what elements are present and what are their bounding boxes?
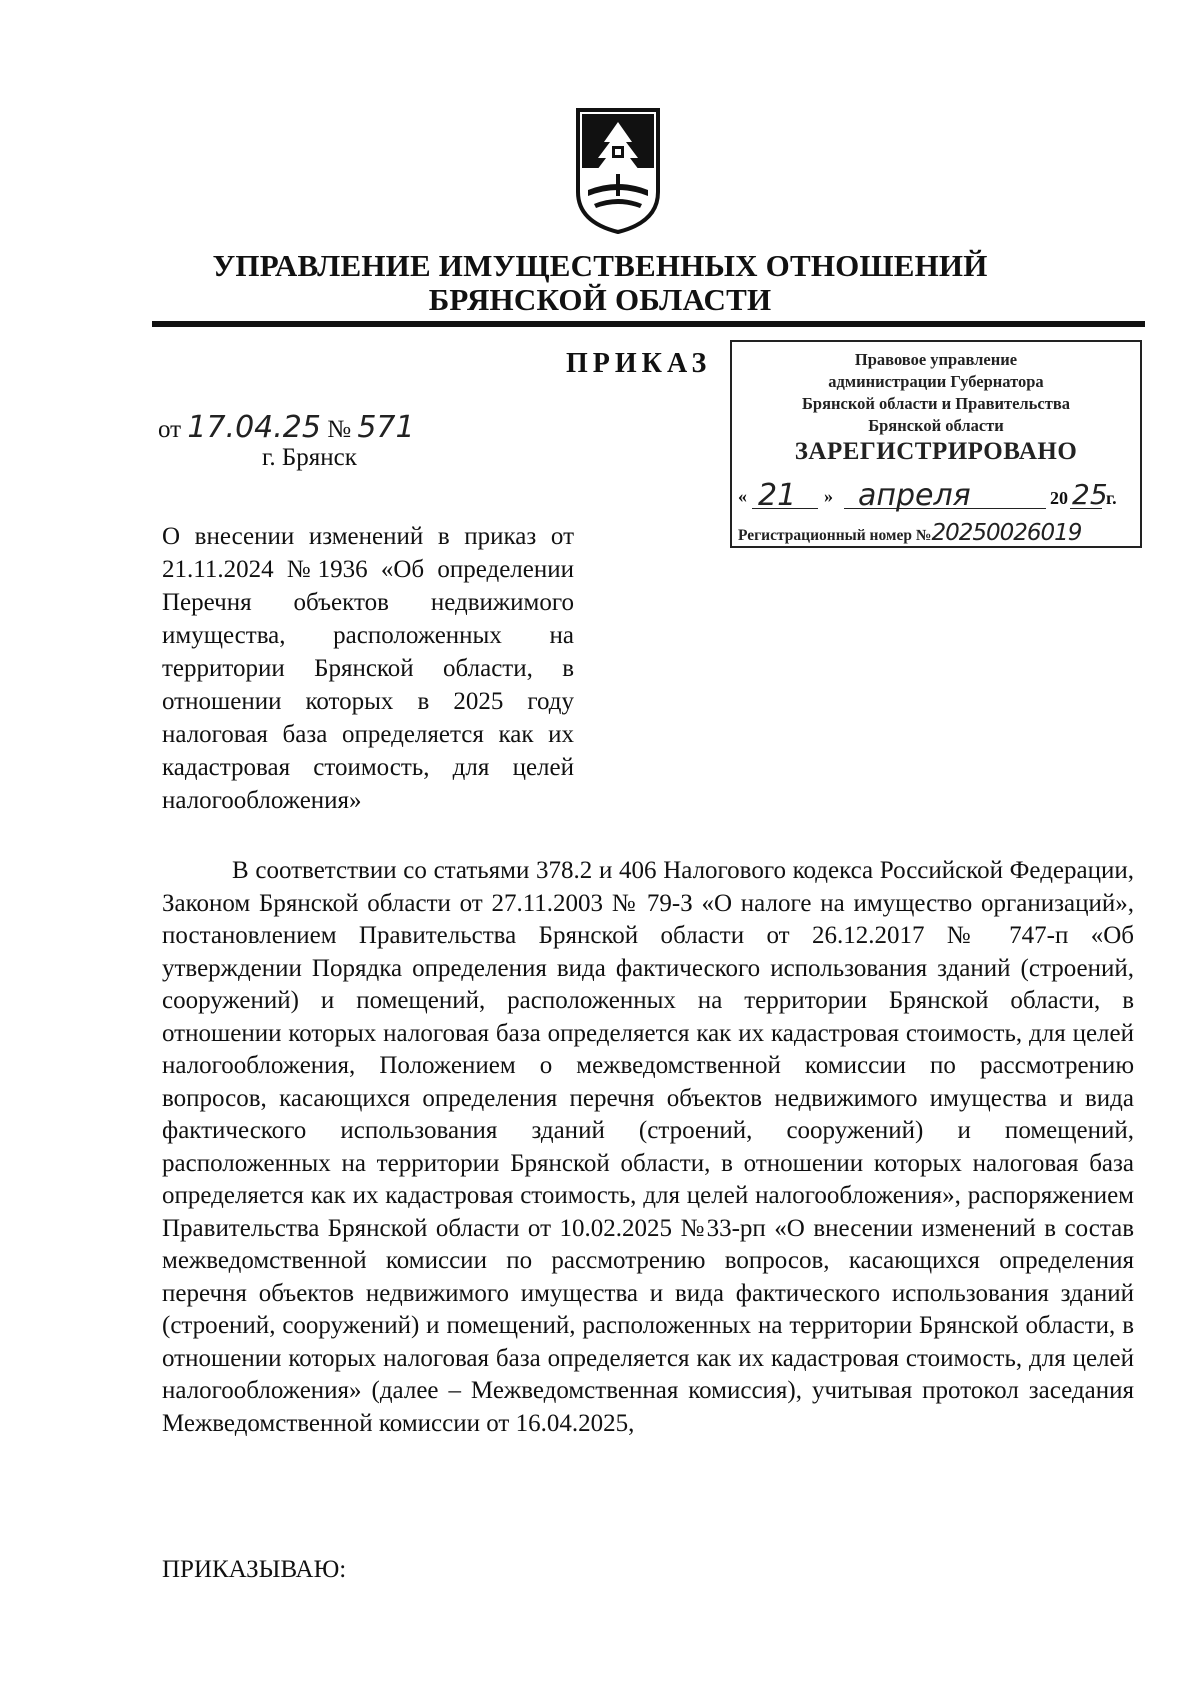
number-label: № bbox=[327, 416, 352, 443]
date-prefix: от bbox=[158, 416, 182, 443]
order-date: 17.04.25 bbox=[187, 410, 321, 445]
stamp-line-3: Брянской области и Правительства bbox=[802, 394, 1070, 413]
stamp-reg-label: Регистрационный номер № bbox=[738, 527, 932, 544]
city: г. Брянск bbox=[262, 444, 357, 471]
header-divider bbox=[152, 321, 1145, 327]
order-number: 571 bbox=[357, 410, 415, 445]
stamp-date-quote-open: « bbox=[738, 486, 747, 506]
stamp-year-underline bbox=[1070, 508, 1102, 509]
organization-name-line1: УПРАВЛЕНИЕ ИМУЩЕСТВЕННЫХ ОТНОШЕНИЙ bbox=[212, 248, 988, 283]
registration-stamp bbox=[730, 340, 1142, 548]
stamp-year-prefix: 20 bbox=[1050, 488, 1068, 508]
order-subject: О внесении изменений в приказ от 21.11.2024 №1936 «Об определении Перечня объектов недвижимого имущества, расположенных на территории Брянской области, в отношении которых в 2025 году налоговая база определяется как их кадастровая стоимость, для целей налогообложения» bbox=[162, 523, 574, 814]
stamp-registration bbox=[738, 520, 1081, 546]
document-title: ПРИКАЗ bbox=[566, 348, 712, 379]
order-date-number bbox=[158, 410, 415, 445]
stamp-year-suffix: 25 bbox=[1072, 478, 1108, 511]
order-directive: ПРИКАЗЫВАЮ: bbox=[162, 1556, 347, 1583]
stamp-date-day: 21 bbox=[758, 478, 797, 513]
stamp-date-month: апреля bbox=[858, 478, 971, 513]
preamble-paragraph: В соответствии со статьями 378.2 и 406 Налогового кодекса Российской Федерации, Законом Брянской области от 27.11.2003 № 79-З «О налоге на имущество организаций», постановлением Правительства Брянской области от 26.12.2017 № 747-п «Об утверждении Порядка определения вида фактического использования зданий (строений, сооружений) и помещений, расположенных на территории Брянской области, в отношении которых налоговая база определяется как их кадастровая стоимость, для целей налогообложения, Положением о межведомственной комиссии по рассмотрению вопросов, касающихся определения перечня объектов недвижимого имущества и вида фактического использования зданий (строений, сооружений) и помещений, расположенных на территории Брянской области, в отношении которых налоговая база определяется как их кадастровая стоимость, для целей налогообложения», распоряжением Правительства Брянской области от 10.02.2025 №33-рп «О внесении изменений в состав межведомственной комиссии по рассмотрению вопросов, касающихся определения перечня объектов недвижимого имущества и вида фактического использования зданий (строений, сооружений) и помещений, расположенных на территории Брянской области, в отношении которых налоговая база определяется как их кадастровая стоимость, для целей налогообложения» (далее – Межведомственная комиссия), учитывая протокол заседания Межведомственной комиссии от 16.04.2025, bbox=[162, 857, 1134, 1437]
coat-of-arms-icon bbox=[574, 108, 662, 234]
stamp-reg-number: 20250026019 bbox=[931, 520, 1082, 546]
stamp-line-4: Брянской области bbox=[868, 416, 1004, 435]
stamp-day-underline bbox=[752, 508, 818, 509]
stamp-month-underline bbox=[844, 508, 1046, 509]
stamp-date-quote-close: » bbox=[824, 486, 833, 506]
stamp-line-1: Правовое управление bbox=[854, 350, 1018, 369]
stamp-line-2: администрации Губернатора bbox=[828, 372, 1044, 391]
stamp-status: ЗАРЕГИСТРИРОВАНО bbox=[794, 438, 1078, 465]
stamp-year-unit: г. bbox=[1106, 488, 1117, 508]
organization-name-line2: БРЯНСКОЙ ОБЛАСТИ bbox=[428, 282, 772, 317]
stamp-date bbox=[736, 480, 1140, 520]
